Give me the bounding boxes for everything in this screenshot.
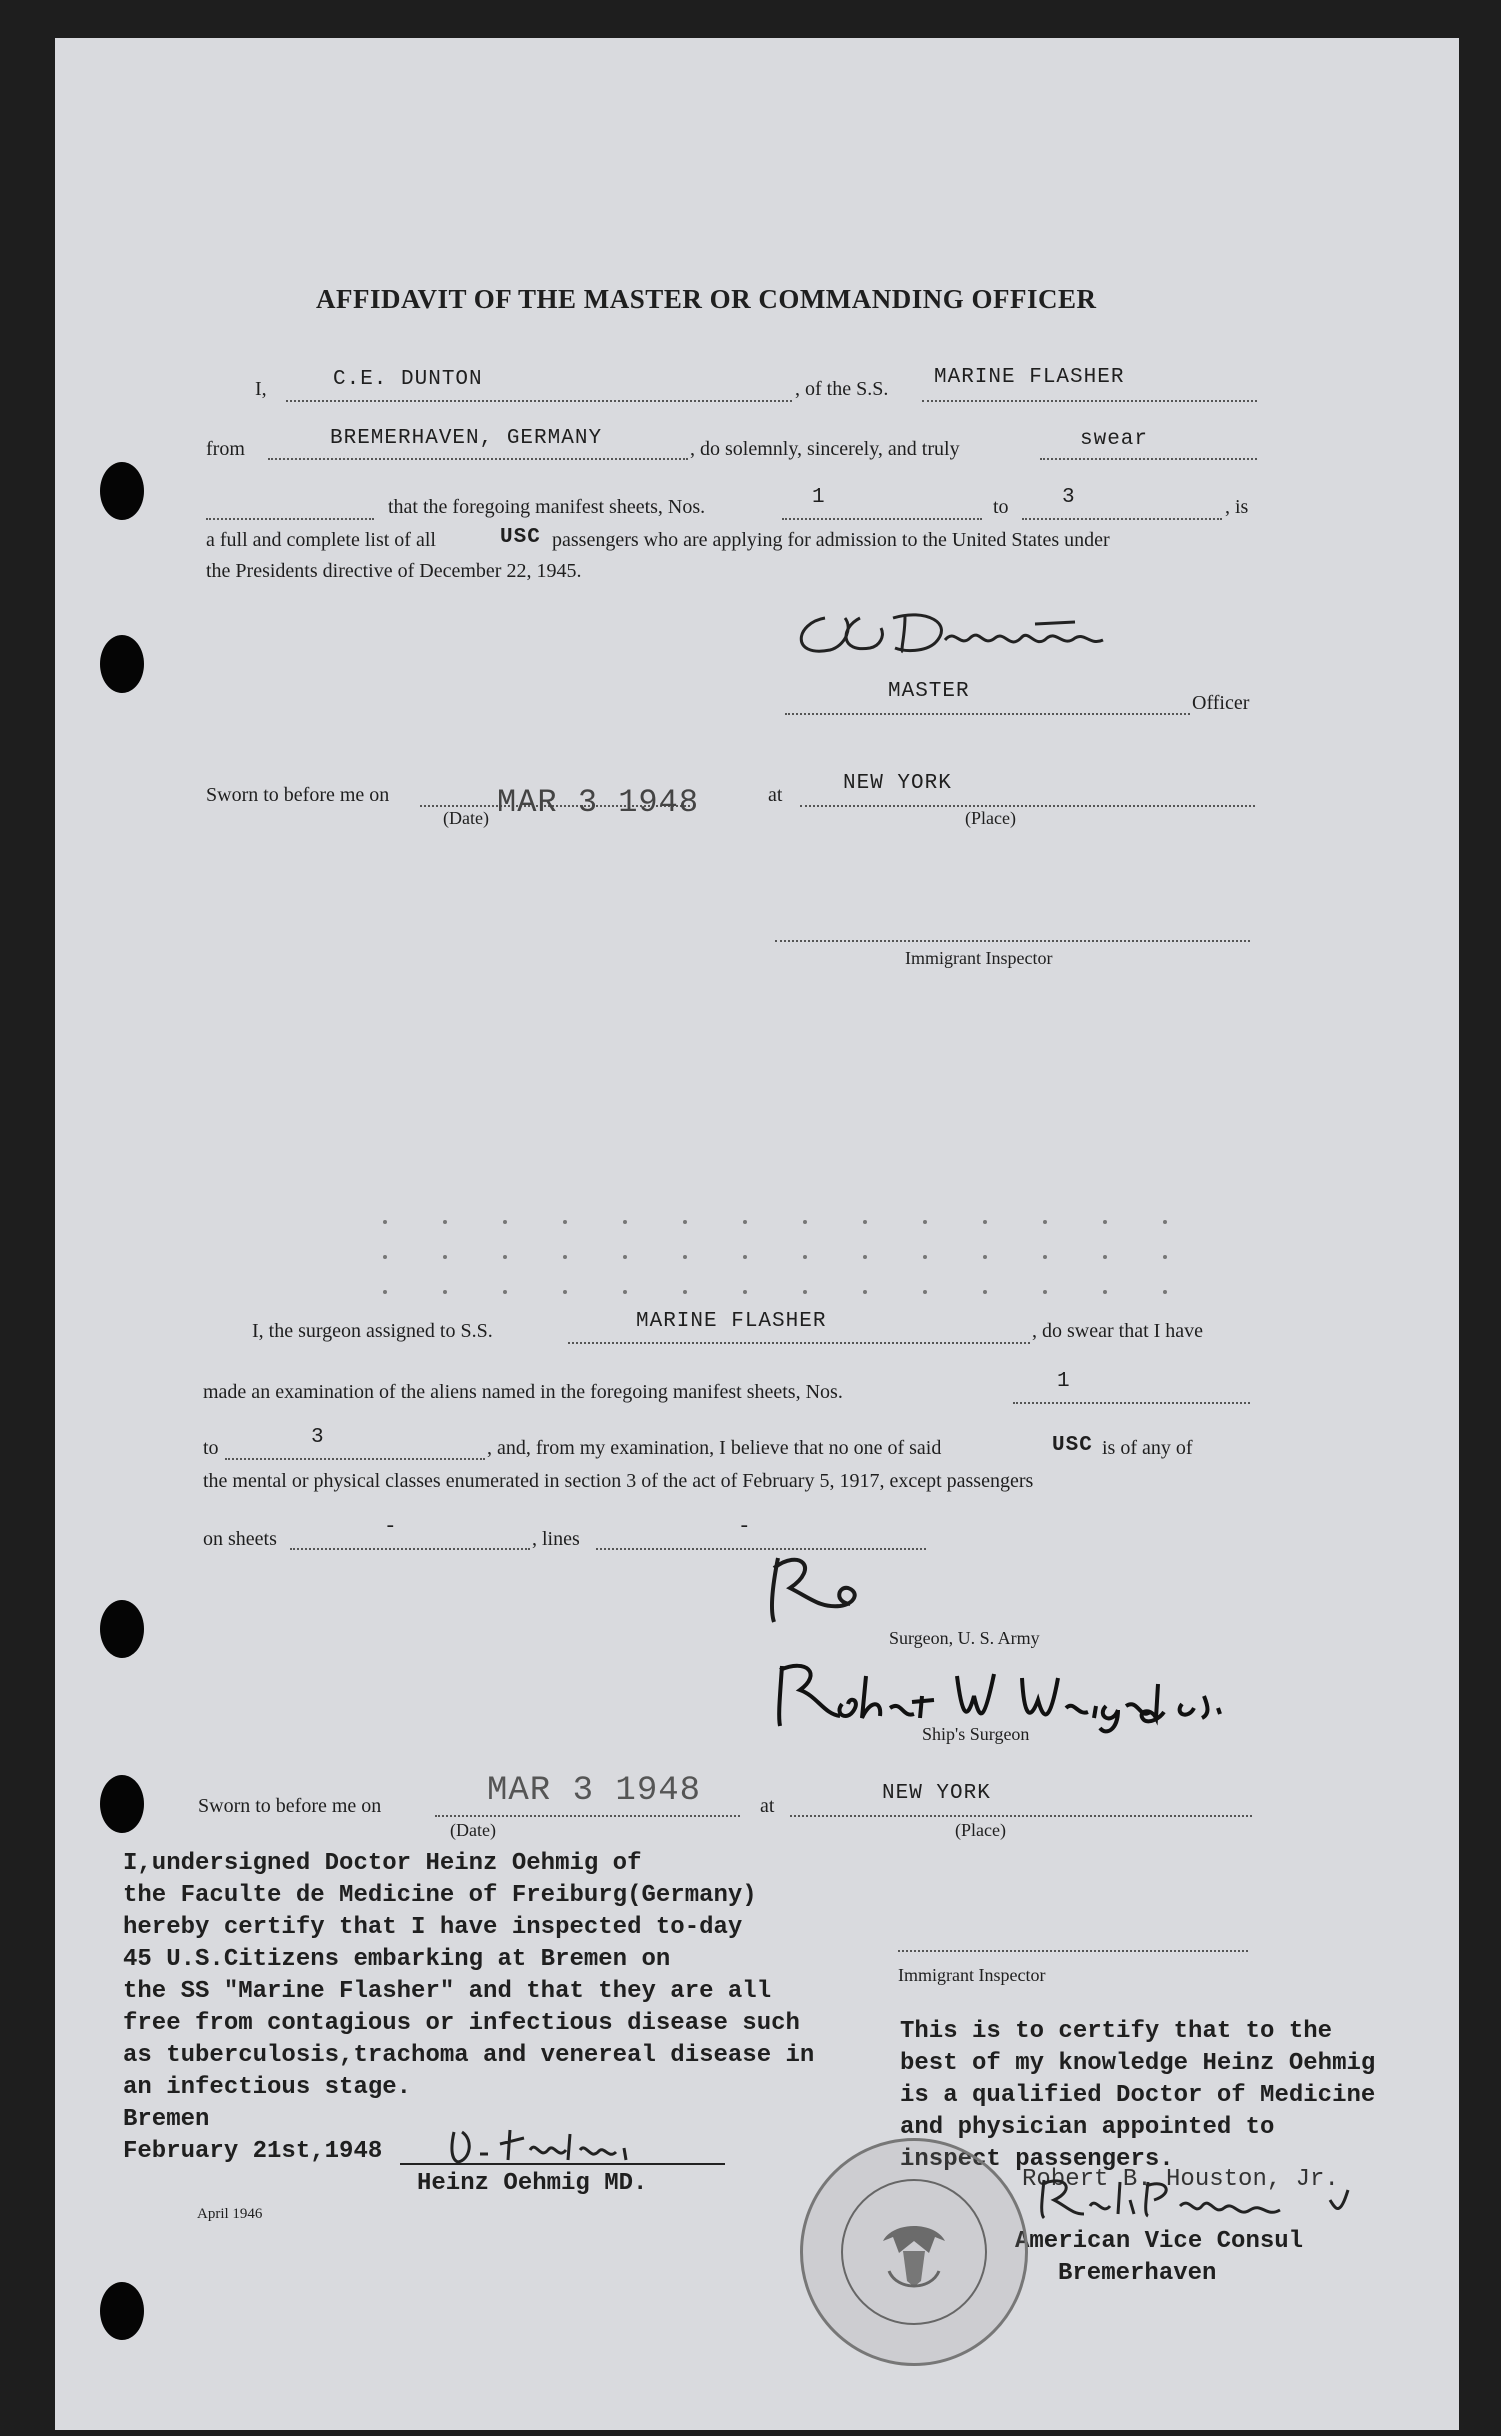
consul-typed-name: Robert B. Houston, Jr.	[1022, 2166, 1339, 2193]
exam-to-no: 3	[311, 1426, 325, 1449]
doctor-cert-line: 45 U.S.Citizens embarking at Bremen on	[123, 1946, 671, 1973]
my-examination-text: , and, from my examination, I believe that no one of said	[487, 1437, 942, 1459]
manifest-text: that the foregoing manifest sheets, Nos.	[388, 496, 706, 518]
at-label: at	[768, 784, 783, 806]
consul-cert-line: This is to certify that to the	[900, 2018, 1333, 2045]
army-surgeon-caption: Surgeon, U. S. Army	[889, 1628, 1040, 1648]
from-label: from	[206, 438, 245, 460]
surgeon-inspector-caption: Immigrant Inspector	[898, 1965, 1046, 1985]
sworn-place: NEW YORK	[843, 772, 952, 795]
place-caption: (Place)	[965, 808, 1016, 828]
punch-hole	[100, 1600, 144, 1658]
consul-signature	[1030, 2170, 1410, 2226]
doctor-cert-line: the SS "Marine Flasher" and that they are all	[123, 1978, 772, 2005]
doctor-cert-line: free from contagious or infectious disease such	[123, 2010, 800, 2037]
inspector-caption: Immigrant Inspector	[905, 948, 1053, 968]
surgeon-at-label: at	[760, 1795, 775, 1817]
surgeon-date-caption: (Date)	[450, 1820, 496, 1840]
passenger-class: USC	[500, 526, 541, 549]
doctor-cert-line: an infectious stage.	[123, 2074, 412, 2101]
consul-cert-line: inspect passengers.	[900, 2146, 1174, 2173]
affidavit-i-label: I,	[255, 378, 267, 400]
complete-list-text: a full and complete list of all	[206, 529, 436, 551]
perforation-dots	[375, 1212, 1215, 1304]
consul-cert-line: and physician appointed to	[900, 2114, 1275, 2141]
doctor-cert-line: hereby certify that I have inspected to-day	[123, 1914, 743, 1941]
surgeon-sworn-date-underline	[435, 1815, 740, 1817]
except-lines: -	[738, 1516, 752, 1539]
exam-from-underline	[1013, 1402, 1250, 1404]
ship-name: MARINE FLASHER	[934, 366, 1125, 389]
oath-underline	[1040, 458, 1257, 460]
from-no-underline	[782, 518, 982, 520]
master-name: C.E. DUNTON	[333, 368, 483, 391]
punch-hole	[100, 635, 144, 693]
affidavit-title: AFFIDAVIT OF THE MASTER OR COMMANDING OFFICER	[316, 284, 1097, 314]
passengers-applying-text: passengers who are applying for admission to the United States under	[552, 529, 1110, 551]
surgeon-sworn-place: NEW YORK	[882, 1782, 991, 1805]
is-of-any-text: is of any of	[1102, 1437, 1193, 1459]
to-no-underline	[1022, 518, 1222, 520]
doctor-cert-date: February 21st,1948	[123, 2138, 383, 2165]
classes-text: the mental or physical classes enumerated in section 3 of the act of February 5, 1917, except passengers	[203, 1470, 1034, 1492]
oath-word: swear	[1080, 428, 1149, 451]
exam-to-label: to	[203, 1437, 219, 1459]
form-date: April 1946	[197, 2206, 263, 2222]
ship-surgeon-caption: Ship's Surgeon	[922, 1724, 1030, 1744]
sheets-underline	[290, 1548, 530, 1550]
sworn-label: Sworn to before me on	[206, 784, 390, 806]
departure-port: BREMERHAVEN, GERMANY	[330, 427, 603, 450]
solemnly-text: , do solemnly, sincerely, and truly	[690, 438, 960, 460]
master-title: MASTER	[888, 680, 970, 703]
except-sheets: -	[384, 1516, 398, 1539]
surgeon-ship-name: MARINE FLASHER	[636, 1310, 827, 1333]
name-underline	[286, 400, 792, 402]
consul-location: Bremerhaven	[1058, 2260, 1217, 2287]
blank-underline	[206, 518, 374, 520]
punch-hole	[100, 2282, 144, 2340]
examination-text: made an examination of the aliens named in the foregoing manifest sheets, Nos.	[203, 1381, 843, 1403]
to-label: to	[993, 496, 1009, 518]
doctor-signer: Heinz Oehmig MD.	[417, 2170, 648, 2197]
surgeon-ship-underline	[568, 1342, 1030, 1344]
consular-seal-stamp	[800, 2138, 1028, 2366]
master-title-underline	[785, 713, 1190, 715]
ss-label: , of the S.S.	[795, 378, 889, 400]
surgeon-place-underline	[790, 1815, 1252, 1817]
sheet-from-no: 1	[812, 486, 826, 509]
exam-class: USC	[1052, 1434, 1093, 1457]
date-caption: (Date)	[443, 808, 489, 828]
army-surgeon-signature	[760, 1548, 880, 1630]
surgeon-intro: I, the surgeon assigned to S.S.	[252, 1320, 493, 1342]
doctor-cert-line: the Faculte de Medicine of Freiburg(Germany)	[123, 1882, 757, 1909]
surgeon-inspector-underline	[898, 1950, 1248, 1952]
is-text: , is	[1225, 496, 1249, 518]
punch-hole	[100, 462, 144, 520]
ship-underline	[922, 400, 1257, 402]
doctor-signature-line	[400, 2163, 725, 2165]
on-sheets-label: on sheets	[203, 1528, 277, 1550]
lines-label: , lines	[532, 1528, 580, 1550]
consul-cert-line: is a qualified Doctor of Medicine	[900, 2082, 1376, 2109]
directive-text: the Presidents directive of December 22, 1945.	[206, 560, 582, 582]
surgeon-sworn-date-stamp: MAR 3 1948	[487, 1772, 702, 1810]
doctor-cert-line: Bremen	[123, 2106, 210, 2133]
exam-from-no: 1	[1057, 1370, 1071, 1393]
doctor-cert-line: I,undersigned Doctor Heinz Oehmig of	[123, 1850, 642, 1877]
doctor-cert-line: as tuberculosis,trachoma and venereal disease in	[123, 2042, 815, 2069]
consul-cert-line: best of my knowledge Heinz Oehmig	[900, 2050, 1376, 2077]
master-signature	[785, 588, 1175, 668]
do-swear-text: , do swear that I have	[1032, 1320, 1204, 1342]
eagle-seal-icon	[803, 2141, 1025, 2363]
surgeon-place-caption: (Place)	[955, 1820, 1006, 1840]
inspector-underline	[775, 940, 1250, 942]
place-underline	[800, 805, 1255, 807]
surgeon-sworn-label: Sworn to before me on	[198, 1795, 382, 1817]
officer-label: Officer	[1192, 692, 1250, 714]
exam-to-underline	[225, 1458, 485, 1460]
sworn-date-stamp: MAR 3 1948	[497, 784, 700, 821]
port-underline	[268, 458, 688, 460]
consul-title: American Vice Consul	[1015, 2228, 1304, 2255]
punch-hole	[100, 1775, 144, 1833]
sheet-to-no: 3	[1062, 486, 1076, 509]
